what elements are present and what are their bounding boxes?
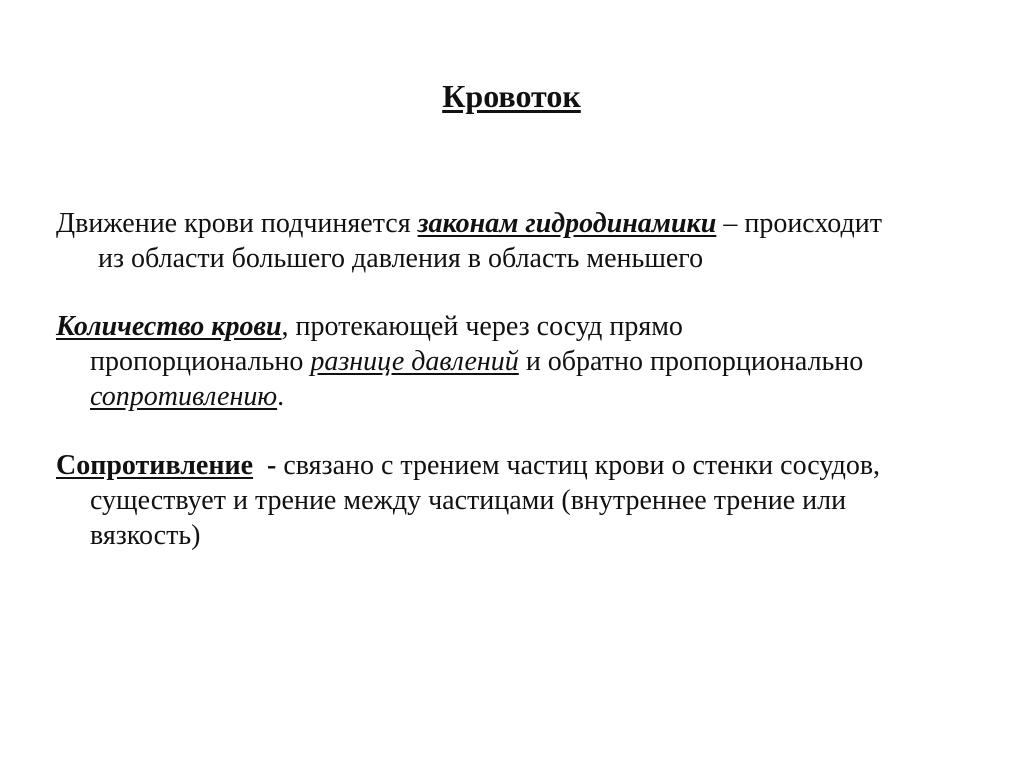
term-resistance-heading: Сопротивление <box>56 450 254 481</box>
text-run: и обратно пропорционально <box>518 346 864 377</box>
text-run: , протекающей через сосуд прямо <box>281 311 683 342</box>
term-pressure-difference: разнице давлений <box>310 346 519 377</box>
term-hydrodynamics-laws: законам гидродинамики <box>417 208 717 239</box>
paragraph-line <box>56 206 882 241</box>
text-run: связано с трением частиц крови о стенки сосудов, <box>283 450 881 481</box>
paragraph-line <box>56 379 863 414</box>
text-run: – происходит <box>716 208 882 239</box>
paragraph-line <box>56 309 863 344</box>
paragraph-resistance <box>56 448 880 553</box>
paragraph-line: из области большего давления в область меньшего <box>98 243 704 274</box>
paragraph-line: существует и трение между частицами (внутреннее трение или <box>90 485 847 516</box>
text-run: Движение крови подчиняется <box>56 208 418 239</box>
term-resistance: сопротивлению <box>90 381 278 412</box>
paragraph-hydrodynamics <box>56 206 882 276</box>
term-blood-quantity: Количество крови <box>56 311 282 342</box>
paragraph-blood-quantity <box>56 309 863 414</box>
paragraph-line: вязкость) <box>90 520 201 551</box>
paragraph-line <box>56 448 880 483</box>
paragraph-line <box>56 344 863 379</box>
dash: - <box>253 450 284 481</box>
text-run: . <box>277 381 285 412</box>
text-run: пропорционально <box>90 346 311 377</box>
slide-title: Кровоток <box>442 78 581 114</box>
